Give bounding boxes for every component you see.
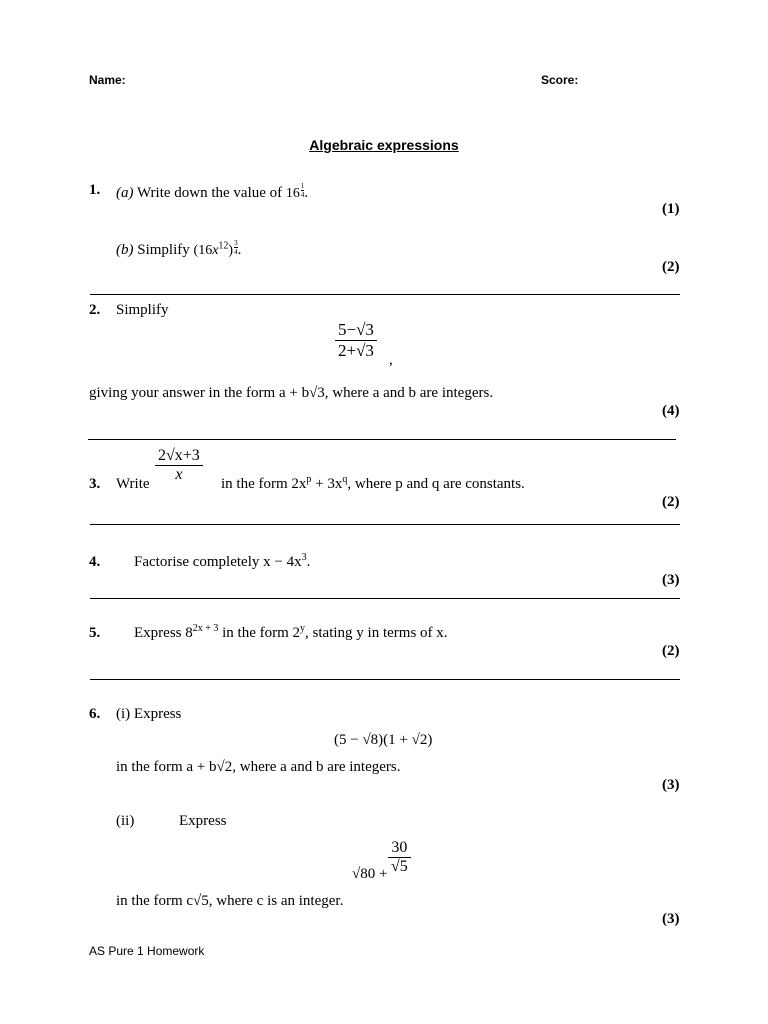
- q6ii-fraction: [388, 839, 411, 876]
- q1a-end: .: [304, 185, 309, 201]
- divider-2: [88, 439, 676, 440]
- question-number-1: 1.: [89, 182, 101, 198]
- q6i-text: (i) Express: [116, 706, 182, 722]
- q6ii-marks: (3): [662, 911, 680, 927]
- question-number-4: 4.: [89, 554, 101, 570]
- q1a-line: [116, 182, 308, 202]
- q6i-form-text: in the form a + b√2, where a and b are integers.: [116, 759, 401, 775]
- q3-write: Write: [116, 476, 150, 492]
- q1b-line: [116, 239, 241, 259]
- divider-3: [90, 524, 680, 525]
- question-number-5: 5.: [89, 625, 101, 641]
- q6ii-text: Express: [179, 813, 227, 829]
- q3-marks: (2): [662, 494, 680, 510]
- score-label: Score:: [541, 73, 579, 87]
- q4-text: Factorise completely $x - 4x^3$.: [134, 552, 311, 570]
- q2-fraction: [335, 320, 377, 361]
- q6ii-root: √80 +: [352, 866, 388, 882]
- q1b-marks: (2): [662, 259, 680, 275]
- question-number-2: 2.: [89, 302, 101, 318]
- q3-denominator: x: [175, 466, 183, 483]
- question-number-3: 3.: [89, 476, 101, 492]
- q1a-base: 16: [285, 186, 300, 201]
- q6ii-denominator: √5: [391, 858, 408, 875]
- page-title: Algebraic expressions: [309, 137, 459, 153]
- q6ii-form-text: in the form c√5, where c is an integer.: [116, 893, 344, 909]
- divider-1: [90, 294, 680, 295]
- q2-comma: ,: [389, 352, 393, 368]
- q1b-expression: $(16x^{12})$: [193, 240, 234, 258]
- q2-text: Simplify: [116, 302, 169, 318]
- q1b-exponent: $\frac{3}{4}$: [234, 239, 238, 256]
- q2-numerator: 5−√3: [335, 320, 377, 341]
- q2-denominator: 2+√3: [338, 341, 374, 360]
- q1b-label: (b): [116, 242, 134, 258]
- q1a-marks: (1): [662, 201, 680, 217]
- q3-form-text: in the form $2x^p + 3x^q$, where p and q are constants.: [221, 474, 525, 492]
- q6ii-numerator: 30: [388, 839, 411, 858]
- divider-5: [90, 679, 680, 680]
- q1a-exponent: $\frac{1}{4}$: [300, 182, 305, 199]
- q6ii-label: (ii): [116, 813, 135, 829]
- q1b-end: .: [237, 242, 242, 258]
- q2-marks: (4): [662, 403, 680, 419]
- footer-text: AS Pure 1 Homework: [89, 944, 205, 958]
- q3-fraction: [155, 447, 203, 484]
- q1a-text: Write down the value of: [136, 185, 283, 201]
- q1b-text: Simplify: [137, 242, 190, 258]
- q5-marks: (2): [662, 643, 680, 659]
- q6i-expression: (5 − √8)(1 + √2): [334, 732, 433, 748]
- q3-numerator: 2√x+3: [155, 447, 203, 466]
- q5-text: Express $8^{2x + 3}$ in the form 2$^y$, stating y in terms of x.: [134, 623, 448, 641]
- q6i-marks: (3): [662, 777, 680, 793]
- q1a-label: (a): [116, 185, 134, 201]
- question-number-6: 6.: [89, 706, 101, 722]
- q2-form-text: giving your answer in the form a + b√3, where a and b are integers.: [89, 385, 494, 401]
- name-label: Name:: [89, 73, 126, 87]
- divider-4: [90, 598, 680, 599]
- q4-marks: (3): [662, 572, 680, 588]
